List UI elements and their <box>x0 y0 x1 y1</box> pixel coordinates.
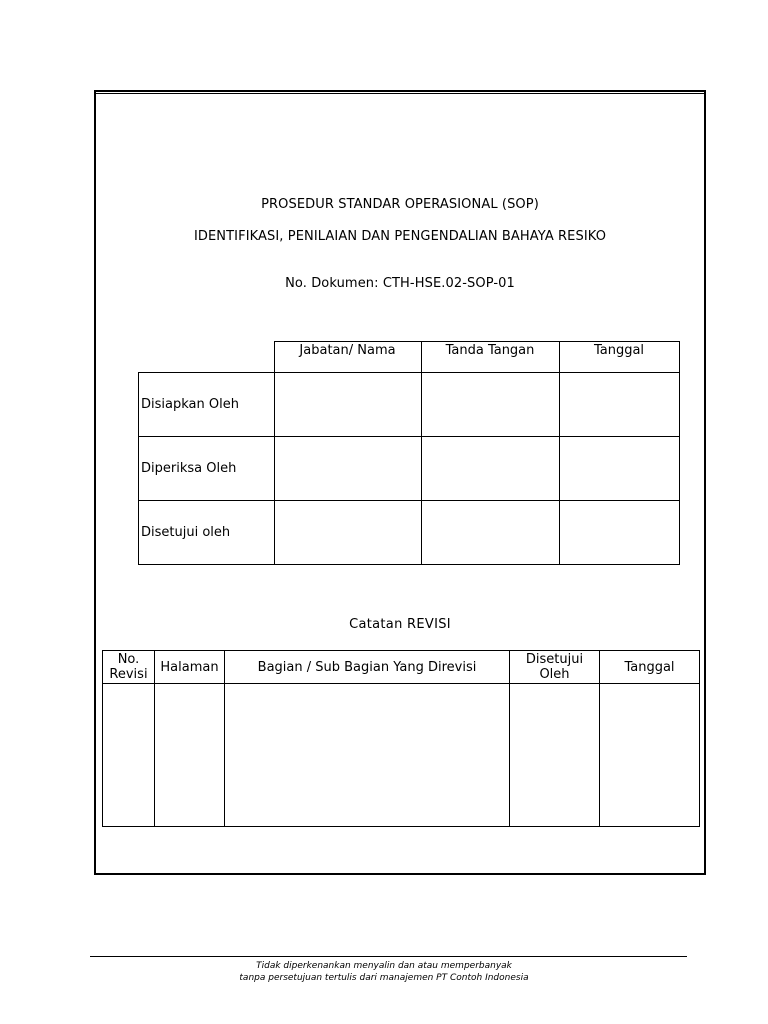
header-revision-number-line2: Revisi <box>109 667 148 682</box>
document-frame <box>94 90 706 875</box>
checked-by-label: Diperiksa Oleh <box>139 437 275 501</box>
header-approved-by-line2: Oleh <box>539 667 570 682</box>
approved-by-label: Disetujui oleh <box>139 501 275 565</box>
footer-divider <box>90 956 687 957</box>
header-approved-by <box>510 651 600 684</box>
prepared-position-cell[interactable] <box>274 373 421 437</box>
checked-date-cell[interactable] <box>559 437 679 501</box>
revision-number-cell[interactable] <box>103 684 155 827</box>
footer-line-2: tanpa persetujuan tertulis dari manajemen PT Contoh Indonesia <box>239 973 529 983</box>
approval-header-row <box>139 342 680 373</box>
header-signature: Tanda Tangan <box>421 342 559 373</box>
approval-row-approved <box>139 501 680 565</box>
approval-corner-cell <box>139 342 275 373</box>
approval-row-checked <box>139 437 680 501</box>
revision-title: Catatan REVISI <box>349 617 451 632</box>
approved-position-cell[interactable] <box>274 501 421 565</box>
header-approved-by-line1: Disetujui <box>525 652 584 667</box>
header-section: Bagian / Sub Bagian Yang Direvisi <box>225 651 510 684</box>
checked-signature-cell[interactable] <box>421 437 559 501</box>
approved-date-cell[interactable] <box>559 501 679 565</box>
document-subtitle: IDENTIFIKASI, PENILAIAN DAN PENGENDALIAN BAHAYA RESIKO <box>193 229 607 244</box>
header-date: Tanggal <box>559 342 679 373</box>
header-position-name: Jabatan/ Nama <box>274 342 421 373</box>
header-revision-number <box>103 651 155 684</box>
revision-date-cell[interactable] <box>600 684 700 827</box>
prepared-by-label: Disiapkan Oleh <box>139 373 275 437</box>
revision-table <box>102 650 700 827</box>
revision-approved-cell[interactable] <box>510 684 600 827</box>
revision-body-row <box>103 684 700 827</box>
header-revision-date: Tanggal <box>600 651 700 684</box>
prepared-signature-cell[interactable] <box>421 373 559 437</box>
checked-position-cell[interactable] <box>274 437 421 501</box>
approved-signature-cell[interactable] <box>421 501 559 565</box>
document-number: No. Dokumen: CTH-HSE.02-SOP-01 <box>285 276 515 291</box>
approval-row-prepared <box>139 373 680 437</box>
revision-section-cell[interactable] <box>225 684 510 827</box>
approval-table <box>138 341 680 565</box>
header-page: Halaman <box>155 651 225 684</box>
footer-line-1: Tidak diperkenankan menyalin dan atau memperbanyak <box>256 961 512 971</box>
revision-page-cell[interactable] <box>155 684 225 827</box>
header-revision-number-line1: No. <box>117 652 140 667</box>
prepared-date-cell[interactable] <box>559 373 679 437</box>
revision-header-row <box>103 651 700 684</box>
document-title: PROSEDUR STANDAR OPERASIONAL (SOP) <box>261 197 539 212</box>
